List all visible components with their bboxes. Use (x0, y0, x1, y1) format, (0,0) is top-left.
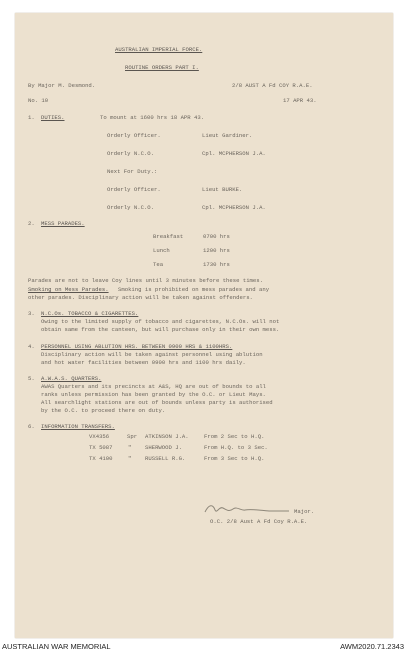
archive-footer (0, 641, 407, 653)
duty-label: Orderly N.C.O. (107, 204, 154, 211)
duty-value: Lieut BURKE. (202, 186, 243, 193)
duty-label: Orderly Officer. (107, 132, 161, 139)
transfer-rank: " (128, 455, 132, 462)
heading-orders: ROUTINE ORDERS PART I. (125, 64, 199, 71)
meal-name: Tea (153, 261, 164, 268)
section-5-number: 5. (28, 375, 35, 382)
section-3-text: obtain same from the canteen, but will purchase only in their own mess. (41, 326, 280, 333)
duty-value: Lieut Gardiner. (202, 132, 253, 139)
meal-time: 1730 hrs (203, 261, 230, 268)
transfer-number: VX4356 (89, 433, 110, 440)
signature-line: O.C. 2/8 Aust A Fd Coy R.A.E. (210, 518, 308, 525)
mess-note-title: Smoking on Mess Parades. (28, 286, 109, 293)
by-line: By Major M. Desmond. (28, 82, 96, 89)
meal-name: Breakfast (153, 233, 184, 240)
order-number: No. 10 (28, 97, 49, 104)
meal-time: 0700 hrs (203, 233, 230, 240)
duty-value: Cpl. MCPHERSON J.A. (202, 150, 266, 157)
section-2-number: 2. (28, 220, 35, 227)
section-5-text: All searchlight stations are out of bounds unless party is authorised (41, 399, 273, 406)
transfer-move: From 2 Sec to H.Q. (204, 433, 265, 440)
unit-line: 2/8 AUST A Fd COY R.A.E. (232, 82, 313, 89)
transfer-number: TX 4100 (89, 455, 113, 462)
transfer-number: TX 5087 (89, 444, 113, 451)
transfer-rank: " (128, 444, 132, 451)
duty-label: Orderly Officer. (107, 186, 161, 193)
duty-label: Orderly N.C.O. (107, 150, 154, 157)
section-1-intro: To mount at 1600 hrs 18 APR 43. (100, 114, 205, 121)
duty-label: Next For Duty.: (107, 168, 158, 175)
section-5-title: A.W.A.S. QUARTERS. (41, 375, 102, 382)
mess-note: Smoking is prohibited on mess parades and any (118, 286, 270, 293)
section-4-title: PERSONNEL USING ABLUTION HRS. BETWEEN 0900 HRS & 1100HRS. (41, 343, 233, 350)
section-4-text: and hot water facilities between 0900 hrs and 1100 hrs daily. (41, 359, 246, 366)
section-6-number: 6. (28, 423, 35, 430)
section-4-text: Disciplinary action will be taken against personnel using ablution (41, 351, 263, 358)
archive-reference: AWM2020.71.2343 (340, 642, 404, 651)
signature-rank: Major. (294, 508, 315, 515)
archive-name: AUSTRALIAN WAR MEMORIAL (2, 642, 111, 651)
section-5-text: ranks unless permission has been granted by the O.C. or Lieut Mays. (41, 391, 266, 398)
section-3-number: 3. (28, 310, 35, 317)
section-2-title: MESS PARADES. (41, 220, 85, 227)
transfer-rank: Spr (127, 433, 138, 440)
section-4-number: 4. (28, 343, 35, 350)
duty-value: Cpl. MCPHERSON J.A. (202, 204, 266, 211)
transfer-name: SHERWOOD J. (145, 444, 182, 451)
order-date: 17 APR 43. (283, 97, 317, 104)
section-1-title: DUTIES. (41, 114, 65, 121)
section-1-number: 1. (28, 114, 35, 121)
transfer-name: ATKINSON J.A. (145, 433, 189, 440)
transfer-move: From H.Q. to 3 Sec. (204, 444, 268, 451)
mess-note: other parades. Disciplinary action will be taken against offenders. (28, 294, 253, 301)
mess-note: Parades are not to leave Coy lines until 3 minutes before these times. (28, 277, 263, 284)
section-3-title: N.C.Os. TOBACCO & CIGARETTES. (41, 310, 139, 317)
meal-name: Lunch (153, 247, 170, 254)
section-3-text: Owing to the limited supply of tobacco and cigarettes, N.C.Os. will not (41, 318, 280, 325)
document-text (15, 13, 393, 638)
document-page (15, 13, 393, 638)
heading-force: AUSTRALIAN IMPERIAL FORCE. (115, 46, 203, 53)
section-5-text: AWAS Quarters and its precincts at A&S, HQ are out of bounds to all (41, 383, 266, 390)
meal-time: 1200 hrs (203, 247, 230, 254)
transfer-move: From 3 Sec to H.Q. (204, 455, 265, 462)
section-6-title: INFORMATION TRANSFERS. (41, 423, 115, 430)
section-5-text: by the O.C. to proceed there on duty. (41, 407, 166, 414)
handwritten-signature (203, 502, 293, 516)
transfer-name: RUSSELL R.G. (145, 455, 186, 462)
